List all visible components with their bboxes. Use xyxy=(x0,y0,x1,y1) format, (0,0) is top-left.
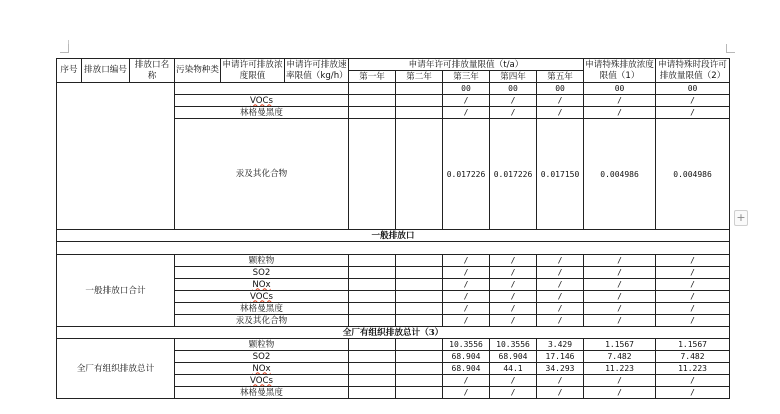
annual-limit-cell: / xyxy=(656,107,730,119)
annual-limit-cell: / xyxy=(584,303,656,315)
header-year-1: 第一年 xyxy=(349,71,396,83)
conc-limit-cell xyxy=(349,291,396,303)
annual-limit-cell: / xyxy=(490,291,537,303)
annual-limit-cell: 34.293 xyxy=(537,363,584,375)
annual-limit-cell: / xyxy=(490,315,537,327)
rate-limit-cell xyxy=(396,387,443,399)
conc-limit-cell xyxy=(349,351,396,363)
pollutant-cell xyxy=(175,83,349,95)
annual-limit-cell: / xyxy=(656,95,730,107)
header-year-4: 第四年 xyxy=(490,71,537,83)
annual-limit-cell: / xyxy=(537,303,584,315)
annual-limit-cell: / xyxy=(443,107,490,119)
emission-limits-table xyxy=(56,58,730,399)
header-year-3: 第三年 xyxy=(443,71,490,83)
header-rate-limit: 申请许可排放速率限值（kg/h） xyxy=(286,59,348,81)
rate-limit-cell xyxy=(396,107,443,119)
pollutant-cell: 汞及其化合物 xyxy=(175,119,349,230)
header-outlet-code: 排放口编号 xyxy=(82,59,130,83)
annual-limit-cell: / xyxy=(656,255,730,267)
annual-limit-cell: 11.223 xyxy=(656,363,730,375)
pollutant-cell: SO2 xyxy=(175,351,349,363)
rate-limit-cell xyxy=(396,83,443,95)
section-title: 一般排放口 xyxy=(57,230,730,242)
annual-limit-cell: 10.3556 xyxy=(490,339,537,351)
annual-limit-cell: / xyxy=(537,315,584,327)
pollutant-cell: VOCs xyxy=(175,291,349,303)
annual-limit-cell: / xyxy=(584,267,656,279)
section-general-outlet xyxy=(57,230,730,242)
conc-limit-cell xyxy=(349,363,396,375)
outlet-blank-cell xyxy=(57,83,175,230)
spacer-row xyxy=(57,242,730,255)
annual-limit-cell: / xyxy=(443,267,490,279)
annual-limit-cell: 0.017226 xyxy=(490,119,537,230)
annual-limit-cell: / xyxy=(490,303,537,315)
annual-limit-cell: / xyxy=(443,95,490,107)
annual-limit-cell: / xyxy=(584,387,656,399)
annual-limit-cell: 17.146 xyxy=(537,351,584,363)
annual-limit-cell: / xyxy=(443,279,490,291)
annual-limit-cell: / xyxy=(584,375,656,387)
annual-limit-cell: 0.004986 xyxy=(656,119,730,230)
annual-limit-cell: / xyxy=(656,267,730,279)
add-column-icon[interactable]: + xyxy=(734,210,748,226)
pollutant-cell: 汞及其化合物 xyxy=(175,315,349,327)
section-total-label: 一般排放口合计 xyxy=(57,255,175,327)
header-seq: 序号 xyxy=(57,59,82,83)
pollutant-cell: 林格曼黑度 xyxy=(175,387,349,399)
table-row xyxy=(57,83,730,95)
annual-limit-cell: / xyxy=(537,255,584,267)
annual-limit-cell: / xyxy=(656,387,730,399)
header-special-period: 申请特殊时段许可排放量限值（2） xyxy=(656,59,730,83)
header-year-2: 第二年 xyxy=(396,71,443,83)
table-row xyxy=(57,255,730,267)
pollutant-cell: NOx xyxy=(175,363,349,375)
conc-limit-cell xyxy=(349,107,396,119)
annual-limit-cell: / xyxy=(490,107,537,119)
rate-limit-cell xyxy=(396,315,443,327)
annual-limit-cell: / xyxy=(656,375,730,387)
rate-limit-cell xyxy=(396,279,443,291)
pollutant-cell: NOx xyxy=(175,279,349,291)
annual-limit-cell: / xyxy=(584,279,656,291)
rate-limit-cell xyxy=(396,291,443,303)
annual-limit-cell: / xyxy=(443,291,490,303)
conc-limit-cell xyxy=(349,303,396,315)
annual-limit-cell: / xyxy=(584,291,656,303)
annual-limit-cell: 00 xyxy=(490,83,537,95)
annual-limit-cell: / xyxy=(443,255,490,267)
pollutant-cell: 林格曼黑度 xyxy=(175,303,349,315)
annual-limit-cell: / xyxy=(443,387,490,399)
annual-limit-cell: 68.904 xyxy=(443,351,490,363)
annual-limit-cell: / xyxy=(490,95,537,107)
annual-limit-cell: 68.904 xyxy=(490,351,537,363)
annual-limit-cell: / xyxy=(584,107,656,119)
conc-limit-cell xyxy=(349,375,396,387)
conc-limit-cell xyxy=(349,83,396,95)
conc-limit-cell xyxy=(349,255,396,267)
annual-limit-cell: / xyxy=(490,279,537,291)
header-conc-limit: 申请许可排放浓度限值 xyxy=(222,59,283,81)
annual-limit-cell: / xyxy=(490,387,537,399)
pollutant-cell: 颗粒物 xyxy=(175,339,349,351)
section-title: 全厂有组织排放总计（3） xyxy=(57,327,730,339)
conc-limit-cell xyxy=(349,267,396,279)
rate-limit-cell xyxy=(396,267,443,279)
annual-limit-cell: 7.482 xyxy=(584,351,656,363)
rate-limit-cell xyxy=(396,119,443,230)
header-year-5: 第五年 xyxy=(537,71,584,83)
header-row-1 xyxy=(57,59,730,71)
rate-limit-cell xyxy=(396,95,443,107)
rate-limit-cell xyxy=(396,303,443,315)
annual-limit-cell: 11.223 xyxy=(584,363,656,375)
pollutant-cell: VOCs xyxy=(175,95,349,107)
annual-limit-cell: / xyxy=(656,279,730,291)
annual-limit-cell: 1.1567 xyxy=(584,339,656,351)
annual-limit-cell: / xyxy=(537,387,584,399)
annual-limit-cell: / xyxy=(584,315,656,327)
annual-limit-cell: / xyxy=(490,267,537,279)
table-row xyxy=(57,339,730,351)
annual-limit-cell: / xyxy=(537,375,584,387)
annual-limit-cell: / xyxy=(656,315,730,327)
pollutant-cell: 林格曼黑度 xyxy=(175,107,349,119)
header-special-conc: 申请特殊排放浓度限值（1） xyxy=(585,59,654,81)
conc-limit-cell xyxy=(349,95,396,107)
conc-limit-cell xyxy=(349,119,396,230)
annual-limit-cell: / xyxy=(656,291,730,303)
annual-limit-cell: / xyxy=(537,95,584,107)
annual-limit-cell: 00 xyxy=(443,83,490,95)
annual-limit-cell: 00 xyxy=(537,83,584,95)
annual-limit-cell: 10.3556 xyxy=(443,339,490,351)
annual-limit-cell: 68.904 xyxy=(443,363,490,375)
rate-limit-cell xyxy=(396,363,443,375)
annual-limit-cell: 0.017226 xyxy=(443,119,490,230)
annual-limit-cell: 44.1 xyxy=(490,363,537,375)
annual-limit-cell: / xyxy=(584,255,656,267)
rate-limit-cell xyxy=(396,351,443,363)
annual-limit-cell: / xyxy=(537,279,584,291)
header-pollutant: 污染物种类 xyxy=(175,59,221,83)
annual-limit-cell: / xyxy=(490,375,537,387)
header-outlet-name: 排放口名称 xyxy=(130,59,175,83)
rate-limit-cell xyxy=(396,255,443,267)
header-annual-limit: 申请年许可排放量限值（t/a） xyxy=(349,59,584,71)
annual-limit-cell: / xyxy=(537,107,584,119)
annual-limit-cell: 0.004986 xyxy=(584,119,656,230)
annual-limit-cell: / xyxy=(490,255,537,267)
annual-limit-cell: / xyxy=(443,375,490,387)
annual-limit-cell: / xyxy=(443,315,490,327)
annual-limit-cell: 0.017150 xyxy=(537,119,584,230)
pollutant-cell: SO2 xyxy=(175,267,349,279)
annual-limit-cell: 3.429 xyxy=(537,339,584,351)
page-corner-mark-right xyxy=(726,44,735,53)
page-corner-mark-left xyxy=(60,44,69,53)
spacer-cell xyxy=(57,242,730,255)
annual-limit-cell: 7.482 xyxy=(656,351,730,363)
conc-limit-cell xyxy=(349,339,396,351)
conc-limit-cell xyxy=(349,315,396,327)
annual-limit-cell: / xyxy=(584,95,656,107)
pollutant-cell: 颗粒物 xyxy=(175,255,349,267)
annual-limit-cell: / xyxy=(656,303,730,315)
annual-limit-cell: / xyxy=(443,303,490,315)
annual-limit-cell: 1.1567 xyxy=(656,339,730,351)
pollutant-cell: VOCs xyxy=(175,375,349,387)
annual-limit-cell: / xyxy=(537,267,584,279)
rate-limit-cell xyxy=(396,375,443,387)
section-plant-total xyxy=(57,327,730,339)
conc-limit-cell xyxy=(349,387,396,399)
conc-limit-cell xyxy=(349,279,396,291)
section-total-label: 全厂有组织排放总计 xyxy=(57,339,175,399)
annual-limit-cell: 00 xyxy=(656,83,730,95)
rate-limit-cell xyxy=(396,339,443,351)
annual-limit-cell: / xyxy=(537,291,584,303)
annual-limit-cell: 00 xyxy=(584,83,656,95)
